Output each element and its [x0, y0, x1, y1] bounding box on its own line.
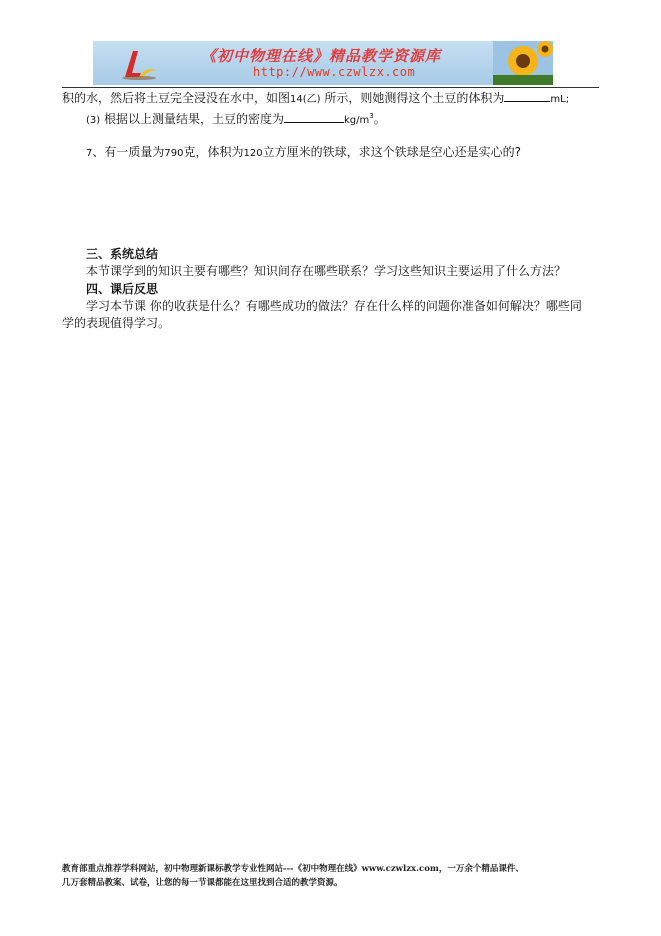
- q6-volume-blank: [504, 90, 550, 102]
- footer-line1: 教育部重点推荐学科网站，初中物理新课标教学专业性网站---《初中物理在线》www.czwlzx.com，一万余个精品课件、: [62, 864, 524, 874]
- q6-part3-text: 根据以上测量结果，土豆的密度为: [104, 112, 285, 126]
- q6-unit-ml: mL;: [550, 94, 570, 105]
- section3-text: 本节课学到的知识主要有哪些？知识间存在哪些联系？学习这些知识主要运用了什么方法？: [86, 264, 567, 278]
- q6-density-unit-exp: 3: [369, 112, 374, 120]
- banner-title: 《初中物理在线》精品教学资源库: [201, 47, 442, 65]
- q6-density-unit: kg/m: [344, 115, 370, 126]
- section3-heading: 三、系统总结: [86, 247, 159, 261]
- q7-text-a: 、有一质量为: [92, 145, 165, 159]
- sunflower-icon: [493, 41, 553, 85]
- q6-continuation-line: [62, 90, 569, 108]
- q6-text-b: 所示，则她测得这个土豆的体积为: [324, 91, 505, 105]
- q7-line: [86, 144, 521, 162]
- site-logo-icon: [119, 47, 159, 81]
- banner-url: http://www.czwlzx.com: [253, 65, 416, 79]
- q6-fig-label: 图: [278, 91, 291, 105]
- q6-part3-end: 。: [373, 112, 386, 126]
- q6-text-a: 积的水，然后将土豆完全浸没在水中，如: [62, 91, 279, 105]
- q7-number: 7: [86, 148, 93, 159]
- header-rule: [62, 87, 599, 88]
- q6-part3-line: [86, 108, 386, 129]
- q7-text-c: 立方厘米的铁球，求这个铁球是空心还是实心的?: [262, 145, 521, 159]
- section4-heading: 四、课后反思: [86, 282, 159, 296]
- q6-part3-number: (3): [86, 115, 101, 126]
- q7-text-b: 克，体积为: [183, 145, 244, 159]
- q7-volume-value: 120: [243, 148, 263, 159]
- header-banner: [93, 41, 553, 85]
- q6-density-blank: [284, 111, 344, 123]
- q6-fig-number: 14(乙): [290, 94, 321, 105]
- section4-text-line1: 学习本节课 你的收获是什么？有哪些成功的做法？存在什么样的问题你准备如何解决？哪些同: [86, 299, 582, 313]
- q7-mass-value: 790: [164, 148, 184, 159]
- footer-line2: 几万套精品教案、试卷，让您的每一节课都能在这里找到合适的教学资源。: [62, 878, 343, 888]
- section4-text-line2: 学的表现值得学习。: [62, 316, 171, 330]
